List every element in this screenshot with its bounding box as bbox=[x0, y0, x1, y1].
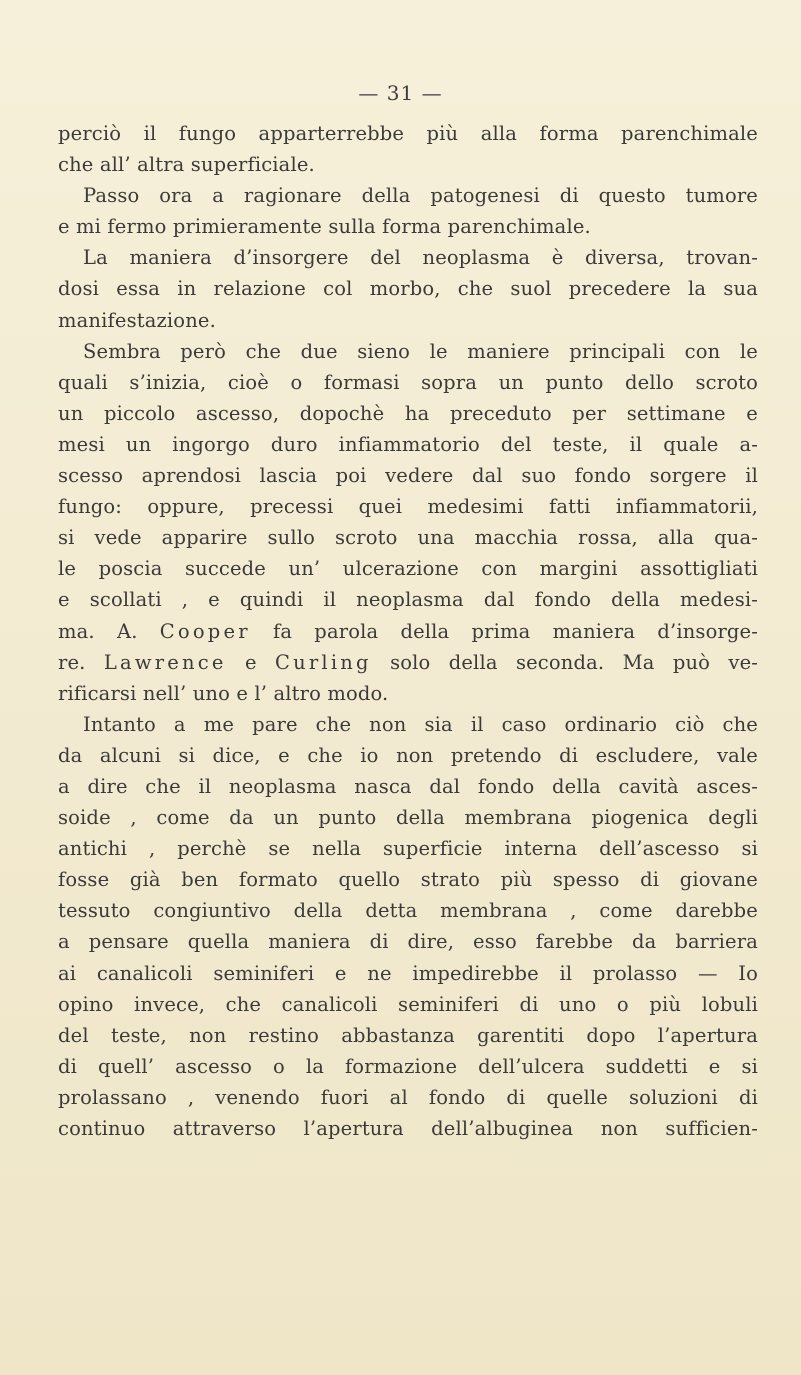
text-line: scesso aprendosi lascia poi vedere dal suo fondo sorgere il bbox=[58, 464, 758, 488]
text-fragment: e bbox=[226, 650, 275, 674]
text-line: soide , come da un punto della membrana piogenica degli bbox=[58, 806, 758, 830]
text-line: perciò il fungo apparterrebbe più alla forma parenchimale bbox=[58, 122, 758, 145]
author-name: Curling bbox=[275, 650, 372, 674]
text-line: si vede apparire sullo scroto una macchia rossa, alla qua- bbox=[58, 526, 758, 550]
text-line: e scollati , e quindi il neoplasma dal fondo della medesi- bbox=[58, 588, 758, 612]
text-line bbox=[58, 616, 758, 647]
text-fragment: solo della seconda. Ma può ve- bbox=[371, 650, 758, 674]
text-line bbox=[58, 647, 758, 678]
text-line: di quell’ ascesso o la formazione dell’ulcera suddetti e si bbox=[58, 1054, 758, 1078]
text-line: Passo ora a ragionare della patogenesi di questo tumore bbox=[83, 184, 758, 208]
text-line: a dire che il neoplasma nasca dal fondo della cavità asces- bbox=[58, 774, 758, 798]
text-line: manifestazione. bbox=[58, 308, 216, 332]
text-fragment: ma. A. bbox=[58, 619, 160, 643]
text-line: a pensare quella maniera di dire, esso farebbe da barriera bbox=[58, 930, 758, 954]
text-line: tessuto congiuntivo della detta membrana , come darebbe bbox=[58, 899, 758, 923]
body-text bbox=[58, 118, 758, 1144]
text-line: rificarsi nell’ uno e l’ altro modo. bbox=[58, 681, 389, 705]
author-name: Lawrence bbox=[103, 650, 227, 674]
text-line: Intanto a me pare che non sia il caso ordinario ciò che bbox=[83, 712, 758, 736]
text-line: fungo: oppure, precessi quei medesimi fatti infiammatorii, bbox=[58, 495, 758, 519]
text-line: fosse già ben formato quello strato più spesso di giovane bbox=[58, 868, 758, 892]
text-line: opino invece, che canalicoli seminiferi di uno o più lobuli bbox=[58, 992, 758, 1016]
text-line: La maniera d’insorgere del neoplasma è diversa, trovan- bbox=[83, 246, 758, 270]
text-line: le poscia succede un’ ulcerazione con margini assottigliati bbox=[58, 557, 758, 581]
text-fragment: fa parola della prima maniera d’insorge- bbox=[250, 619, 758, 643]
text-line: che all’ altra superficiale. bbox=[58, 153, 315, 177]
page-number: — 31 — bbox=[358, 81, 443, 105]
text-line: continuo attraverso l’apertura dell’albuginea non sufficien- bbox=[58, 1117, 758, 1140]
text-line: dosi essa in relazione col morbo, che suol precedere la sua bbox=[58, 277, 758, 301]
author-name: Cooper bbox=[159, 619, 251, 643]
text-line: ai canalicoli seminiferi e ne impedirebbe il prolasso — Io bbox=[58, 961, 758, 985]
text-line: da alcuni si dice, e che io non pretendo di escludere, vale bbox=[58, 743, 758, 767]
text-line: del teste, non restino abbastanza garentiti dopo l’apertura bbox=[58, 1023, 758, 1047]
text-line: Sembra però che due sieno le maniere principali con le bbox=[83, 339, 758, 363]
text-line: un piccolo ascesso, dopochè ha preceduto per settimane e bbox=[58, 401, 758, 425]
text-line: antichi , perchè se nella superficie interna dell’ascesso si bbox=[58, 837, 758, 861]
text-line: mesi un ingorgo duro infiammatorio del teste, il quale a- bbox=[58, 432, 758, 456]
text-line: prolassano , venendo fuori al fondo di quelle soluzioni di bbox=[58, 1085, 758, 1109]
text-line: e mi fermo primieramente sulla forma parenchimale. bbox=[58, 215, 591, 239]
text-line: quali s’inizia, cioè o formasi sopra un punto dello scroto bbox=[58, 370, 758, 394]
text-fragment: re. bbox=[58, 650, 104, 674]
